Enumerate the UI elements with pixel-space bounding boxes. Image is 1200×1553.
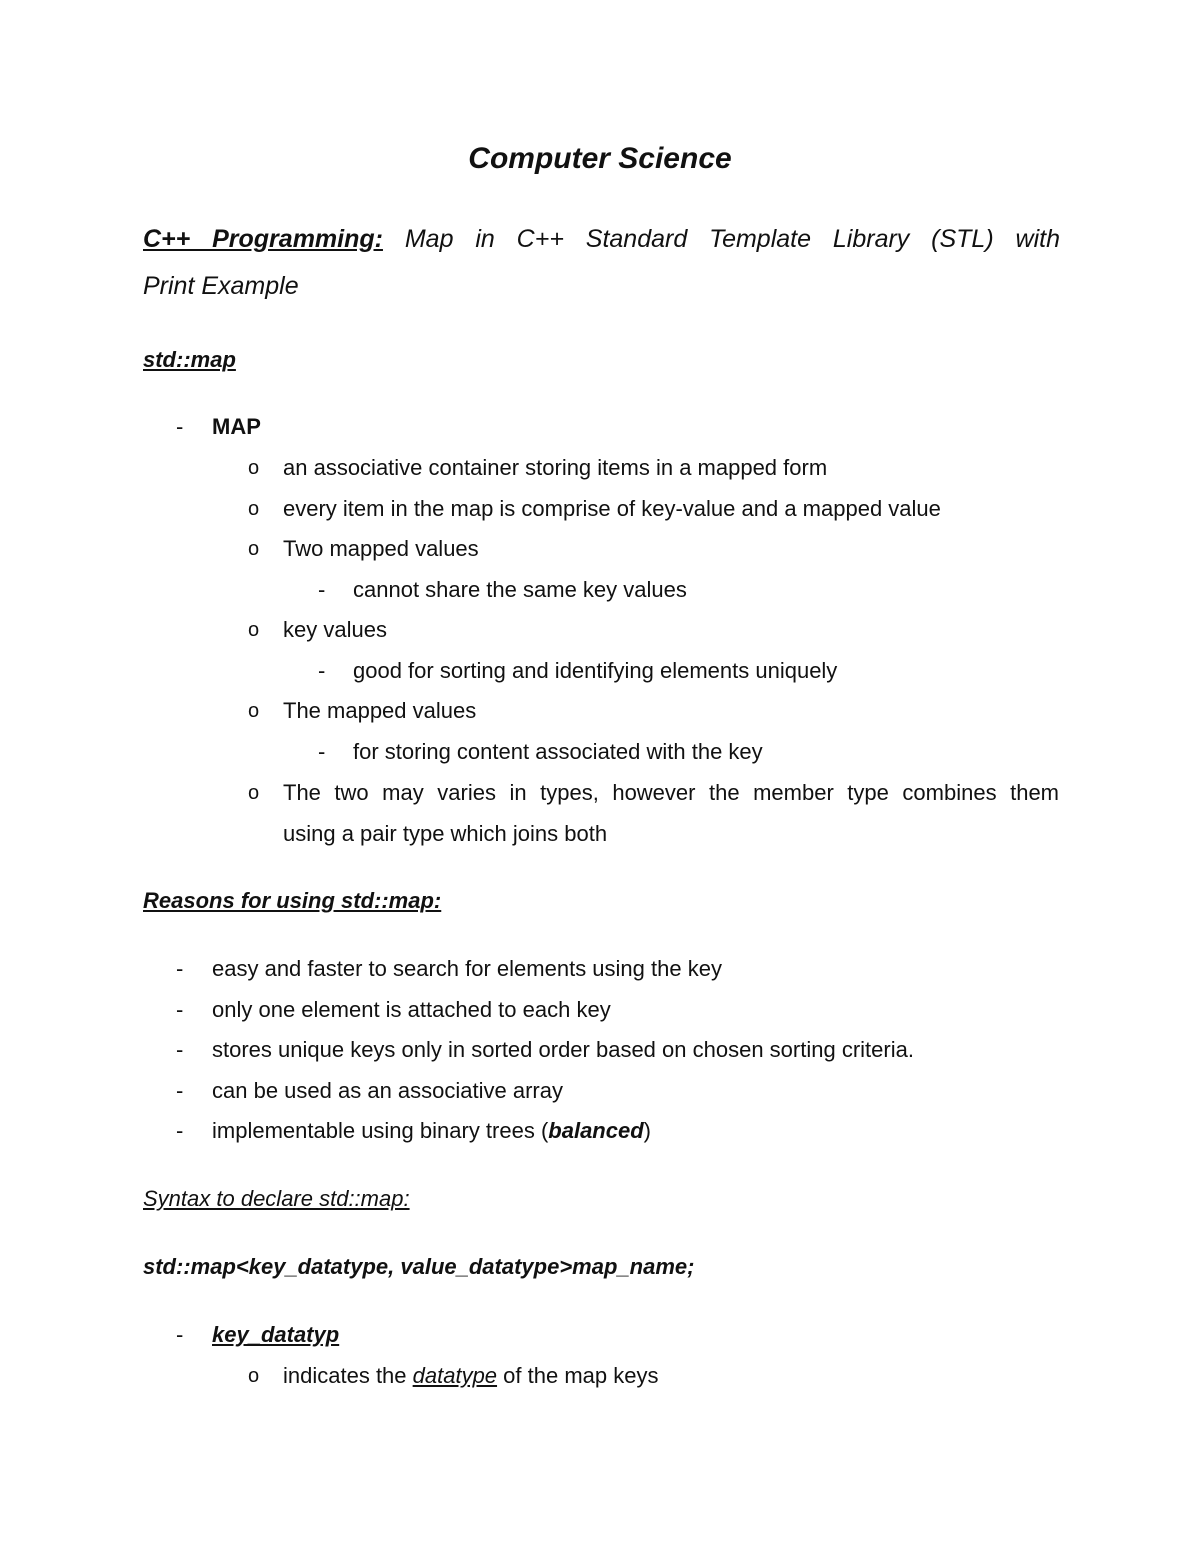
list-item-text-end: of the map keys: [497, 1363, 659, 1388]
list-item: every item in the map is comprise of key-value and a mapped value: [283, 496, 941, 521]
list-bullet: -: [176, 956, 184, 981]
list-bullet: o: [248, 538, 260, 560]
list-item: cannot share the same key values: [353, 577, 687, 602]
section-title-reasons: Reasons for using std::map:: [143, 888, 442, 913]
list-item-key-datatype: key_datatyp: [212, 1322, 340, 1347]
list-item: The two may varies in types, however the member type combines them: [283, 780, 1059, 805]
emphasis-datatype: datatype: [412, 1363, 498, 1388]
heading-label: C++ Programming:: [143, 225, 383, 253]
list-item: [212, 1117, 651, 1145]
list-item: can be used as an associative array: [212, 1078, 563, 1103]
list-item-text-end: ): [643, 1118, 651, 1143]
code-declaration: std::map<key_datatype, value_datatype>map_name;: [143, 1254, 695, 1279]
list-item-continuation: using a pair type which joins both: [283, 821, 608, 846]
heading-line-1: [143, 223, 1060, 255]
list-item: stores unique keys only in sorted order based on chosen sorting criteria.: [212, 1037, 914, 1062]
list-item: only one element is attached to each key: [212, 997, 611, 1022]
section-title-std-map: std::map: [143, 347, 236, 372]
heading-text-1: Map in C++ Standard Template Library (STL) with: [404, 225, 1060, 253]
list-bullet: o: [248, 498, 260, 520]
list-bullet: -: [176, 1322, 184, 1347]
heading-text-2: Print Example: [143, 272, 299, 300]
list-item: key values: [283, 617, 387, 642]
emphasis-balanced: balanced: [548, 1118, 644, 1143]
list-bullet: o: [248, 700, 260, 722]
list-bullet: o: [248, 1365, 260, 1387]
list-item-text: implementable using binary trees (: [212, 1118, 549, 1143]
list-bullet: -: [318, 658, 326, 683]
list-bullet: o: [248, 457, 260, 479]
list-item: [283, 1362, 658, 1390]
list-bullet: -: [176, 997, 184, 1022]
list-bullet: -: [318, 739, 326, 764]
list-item: The mapped values: [283, 698, 477, 723]
list-bullet: o: [248, 782, 260, 804]
list-bullet: -: [176, 1078, 184, 1103]
list-item: for storing content associated with the key: [353, 739, 763, 764]
list-bullet: o: [248, 619, 260, 641]
list-item: easy and faster to search for elements using the key: [212, 956, 722, 981]
list-item: good for sorting and identifying elements uniquely: [353, 658, 838, 683]
list-bullet: -: [318, 577, 326, 602]
list-bullet: -: [176, 414, 184, 439]
section-title-syntax: Syntax to declare std::map:: [143, 1186, 410, 1211]
list-item: Two mapped values: [283, 536, 479, 561]
list-item-map: MAP: [212, 414, 261, 439]
list-item-text: indicates the: [283, 1363, 413, 1388]
list-bullet: -: [176, 1118, 184, 1143]
document-title: Computer Science: [468, 142, 732, 175]
list-item: an associative container storing items in a mapped form: [283, 455, 828, 480]
list-bullet: -: [176, 1037, 184, 1062]
